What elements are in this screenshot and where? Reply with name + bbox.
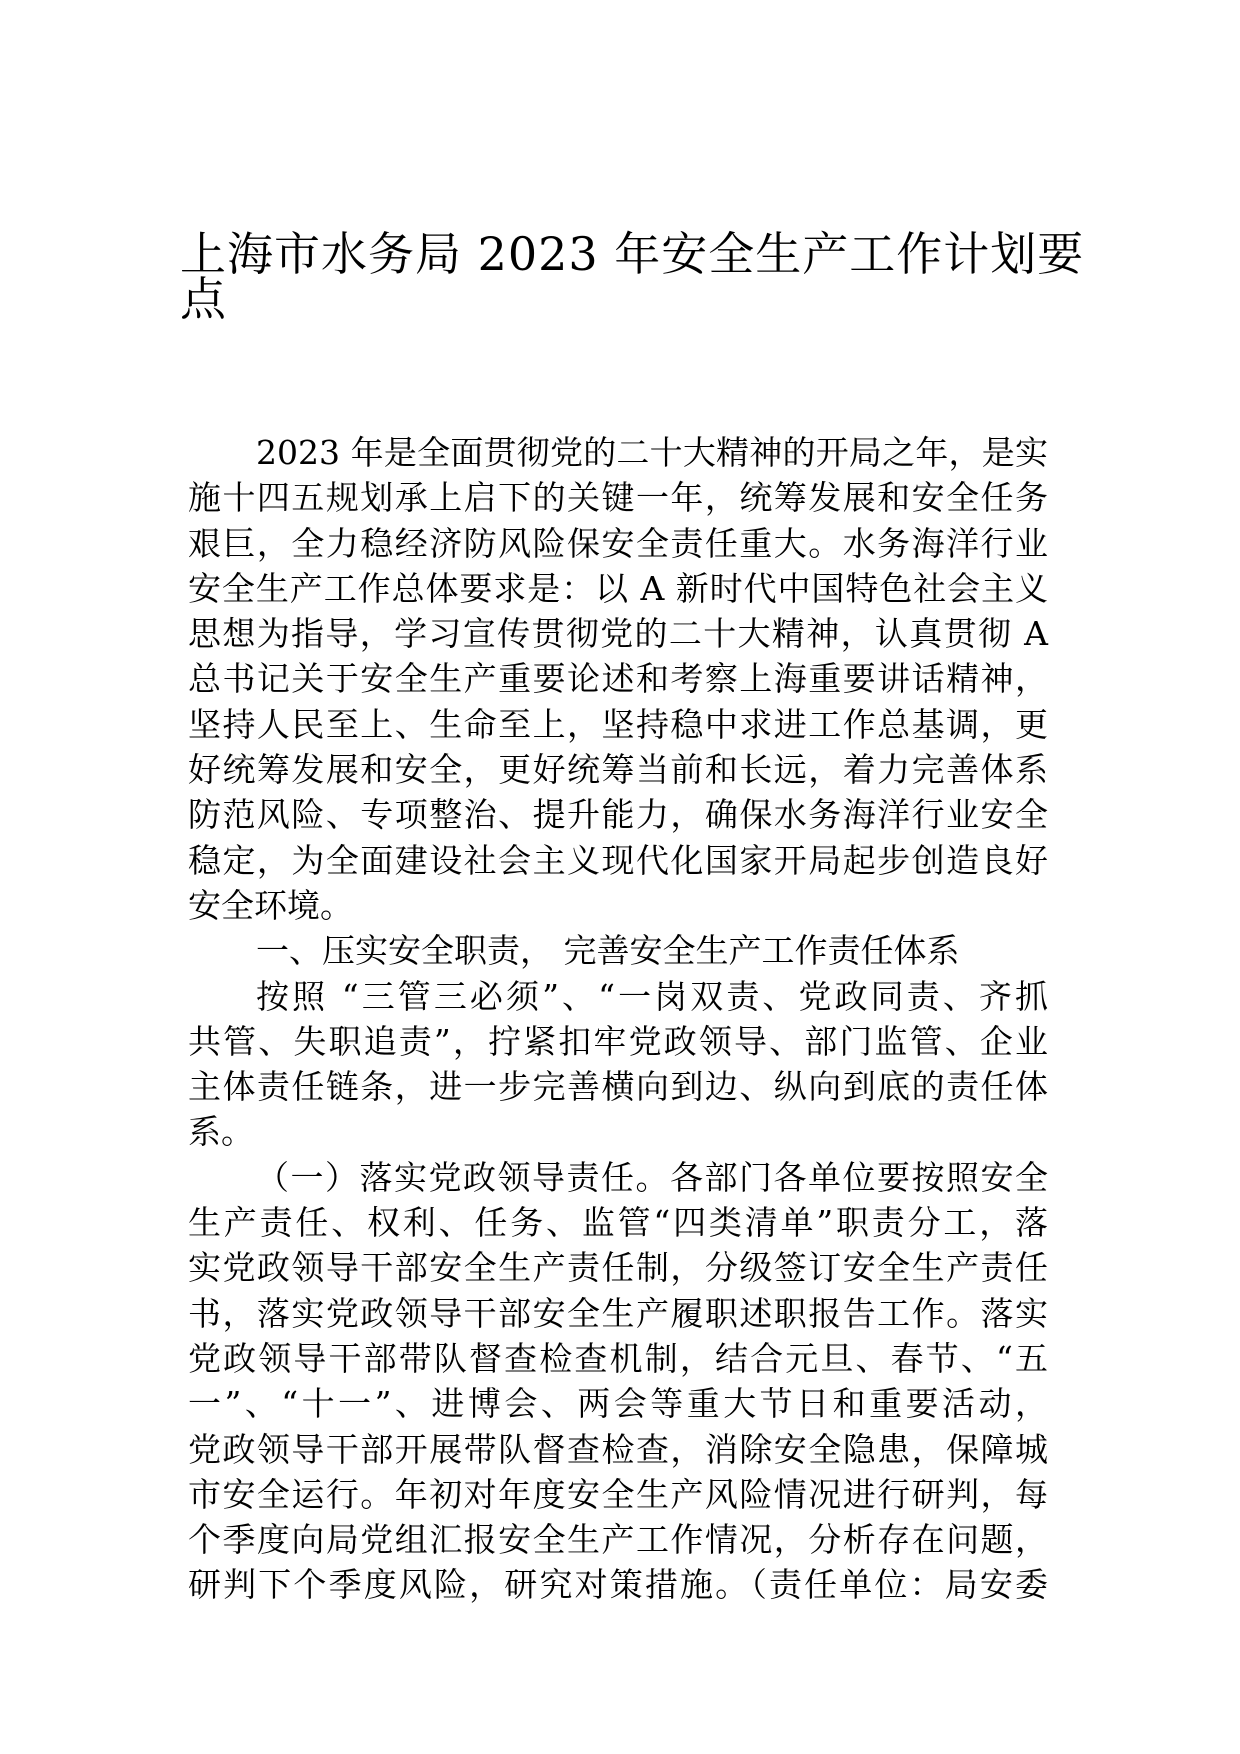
paragraph-line: 实党政领导干部安全生产责任制，分级签订安全生产责任 — [188, 1248, 1048, 1288]
paragraph-line: 主体责任链条，进一步完善横向到边、纵向到底的责任体 — [188, 1067, 1048, 1107]
paragraph-line: 总书记关于安全生产重要论述和考察上海重要讲话精神， — [188, 659, 1048, 699]
paragraph-line: 个季度向局党组汇报安全生产工作情况，分析存在问题， — [188, 1520, 1048, 1560]
document-title — [180, 208, 1085, 327]
paragraph-line: 书，落实党政领导干部安全生产履职述职报告工作。落实 — [188, 1293, 1048, 1333]
paragraph-line: 稳定，为全面建设社会主义现代化国家开局起步创造良好 — [188, 840, 1048, 880]
paragraph-line: 防范风险、专项整治、提升能力，确保水务海洋行业安全 — [188, 795, 1048, 835]
paragraph-line: 好统筹发展和安全，更好统筹当前和长远，着力完善体系 — [188, 750, 1048, 790]
paragraph-line: 坚持人民至上、生命至上，坚持稳中求进工作总基调，更 — [188, 704, 1048, 744]
paragraph-line: 党政领导干部开展带队督查检查，消除安全隐患，保障城 — [188, 1429, 1048, 1469]
paragraph-line: 安全环境。 — [188, 885, 353, 925]
paragraph-line: 生产责任、权利、任务、监管“四类清单”职责分工，落 — [188, 1203, 1048, 1243]
paragraph-line: 一”、“十一”、进博会、两会等重大节日和重要活动， — [188, 1384, 1048, 1424]
paragraph-line: 党政领导干部带队督查检查机制，结合元旦、春节、“五 — [188, 1338, 1048, 1378]
paragraph-line: 安全生产工作总体要求是：以 A 新时代中国特色社会主义 — [188, 568, 1048, 608]
paragraph-line: 系。 — [188, 1112, 254, 1152]
section-paragraph — [188, 974, 1048, 1155]
subsection-paragraph — [188, 1155, 1048, 1608]
paragraph-line: 艰巨，全力稳经济防风险保安全责任重大。水务海洋行业 — [188, 523, 1048, 563]
section-title-line: 一、压实安全职责， 完善安全生产工作责任体系 — [256, 931, 960, 971]
paragraph-line: 市安全运行。年初对年度安全生产风险情况进行研判，每 — [188, 1474, 1048, 1514]
document-body — [188, 430, 1048, 1608]
paragraph-line: 研判下个季度风险，研究对策措施。（责任单位：局安委 — [188, 1565, 1048, 1605]
paragraph-line: 2023 年是全面贯彻党的二十大精神的开局之年，是实 — [256, 433, 1048, 472]
paragraph-line: 施十四五规划承上启下的关键一年，统筹发展和安全任务 — [188, 478, 1048, 518]
paragraph-line: 按照 “三管三必须”、“一岗双责、党政同责、齐抓 — [256, 976, 1048, 1016]
intro-paragraph — [188, 430, 1048, 928]
paragraph-line: 思想为指导，学习宣传贯彻党的二十大精神，认真贯彻 A — [188, 614, 1048, 654]
title-line: 上海市水务局 2023 年安全生产工作计划要 — [180, 227, 1085, 281]
section-heading — [188, 928, 1048, 973]
paragraph-line: （一）落实党政领导责任。各部门各单位要按照安全 — [256, 1157, 1048, 1197]
title-line: 点 — [180, 272, 227, 327]
paragraph-line: 共管、失职追责”，拧紧扣牢党政领导、部门监管、企业 — [188, 1021, 1048, 1061]
